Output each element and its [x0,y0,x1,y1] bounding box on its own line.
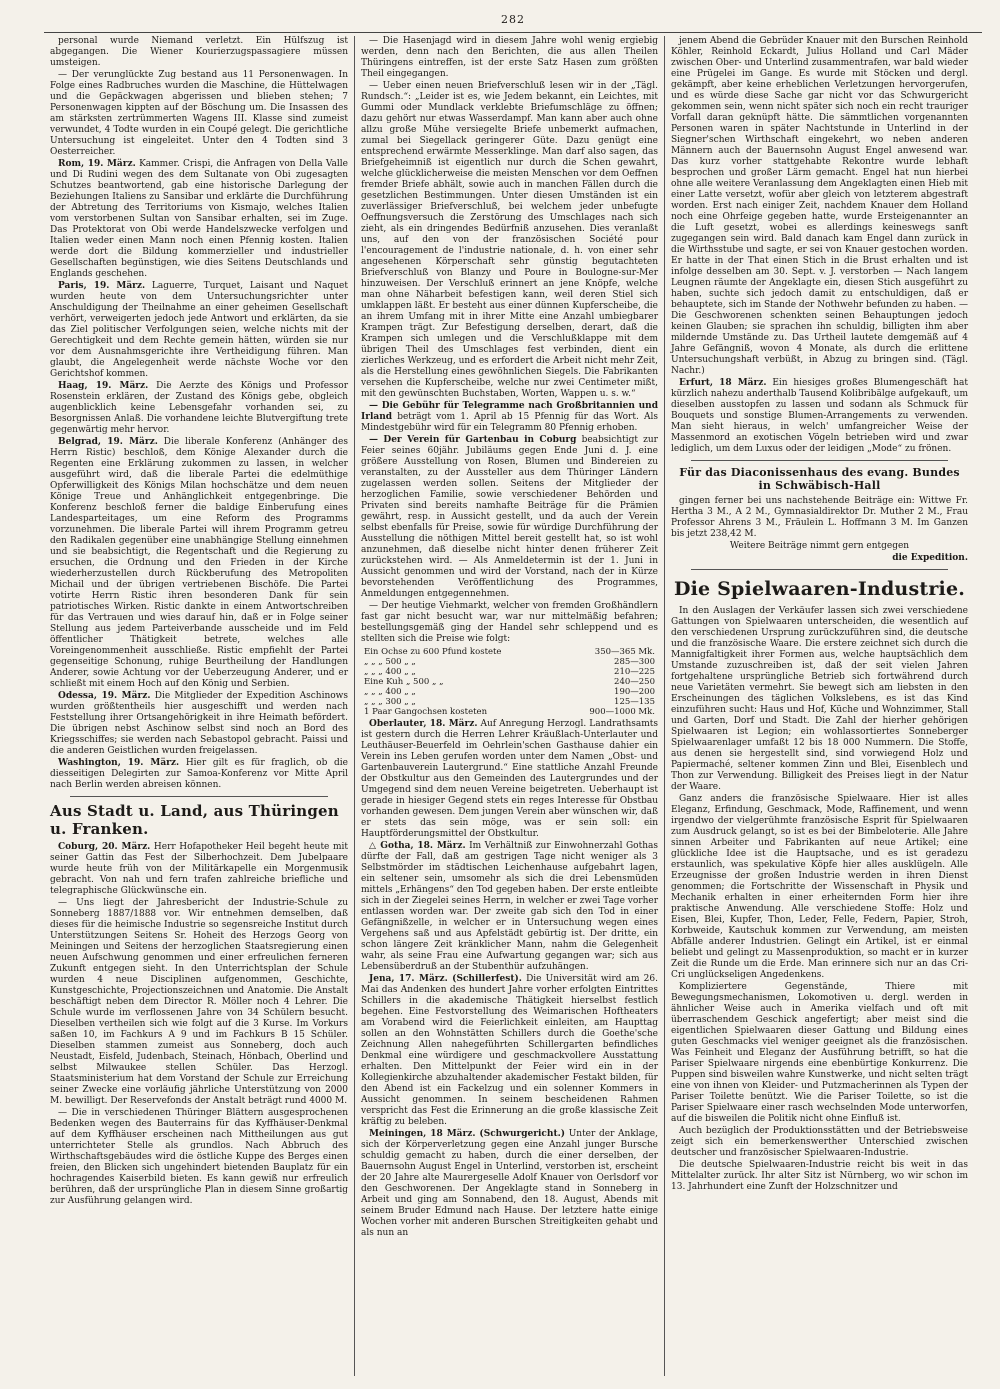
news-text: Im Verhältniß zur Einwohnerzahl Gothas dürfte der Fall, daß am gestrigen Tage nicht weniger als 3 Selbstmörder im städtischen Leichenhause aufgebahrt lagen, ein seltener sein, umsomehr als sich die drei Lebensmüden mittels „Erhängens“ den Tod gegeben haben. Der erste entleibte sich in der Ziegelei seines Herrn, in welcher er zwei Tage vorher entlassen worden war. Der zweite gab sich den Tod in einer Gefängnißzelle, in welcher er in Untersuchung wegen eines Vergehens saß und aus Apfelstädt gebürtig ist. Der dritte, ein schon längere Zeit kränklicher Mann, nahm die Gelegenheit wahr, als seine Frau eine Aufwartung gegangen war; sich aus Lebensüberdruß an der Stubenthür aufzuhängen. [361,841,658,972]
dateline: Paris, 19. März. [58,281,146,291]
news-text: Laguerre, Turquet, Laisant und Naquet wurden heute von dem Untersuchungsrichter unter Anschuldigung der Theilnahme an einer geheimen Gesellschaft verhört, verweigerten jedoch jede Antwort und erklärten, da sie das Ziel politischer Verfolgungen seien, welche nichts mit der Gerechtigkeit und dem Rechte gemein hätten, würden sie nur vor dem Ausnahmsgerichte ihre Vertheidigung führen. Man glaubt, die Angelegenheit werde nächste Woche vor den Gerichtshof kommen. [50,281,348,379]
paragraph: In den Auslagen der Verkäufer lassen sich zwei verschiedene Gattungen von Spielwaaren unterscheiden, die wesentlich auf den verschiedenen Ursprung zurückzuführen sind, die deutsche und die französische Waare. Die erstere zeichnet sich durch die Mannigfaltigkeit ihrer Formen aus, welche hauptsächlich dem Umstande zuzuschreiben ist, daß der seit vielen Jahren fortgehaltene ursprüngliche Betrieb sich fortwährend durch neue Varietäten vermehrt. Sie bewegt sich am liebsten in den Erscheinungen des täglichen Volkslebens, es ist das Kind einzuführen sucht: Haus und Hof, Küche und Wohnzimmer, Stall und Garten, Dorf und Stadt. Die Zahl der hierher gehörigen Spielwaaren ist Legion; ein wohlassortiertes Sonneberger Spielwaarenlager umfaßt 12 bis 18 000 Nummern. Die Stoffe, aus denen sie hergestellt sind, sind vorwiegend Holz und Papiermaché, seltener kommen Zinn und Blei, Eisenblech und Thon zur Verwendung. Billigkeit des Preises liegt in der Natur der Waare. [671,606,968,792]
news-item-haag [50,381,348,436]
price-row [361,677,658,687]
dateline: Jena, 17. März. (Schillerfest). [369,974,522,984]
news-text: Kammer. Crispi, die Anfragen von Della Valle und Di Rudini wegen des dem Sultanate von Obi zugesagten Schutzes beantwortend, gab eine historische Darlegung der Beziehungen Italiens zu Sansibar und erklärte die Durchführung der Abtretung des Territoriums von Kismajo, welches Italien vom verstorbenen Sultan von Sansibar erhalten, sei im Zuge. Das Protektorat von Obi werde Handelszwecke verfolgen und Italien weder einen Mann noch einen Pfennig kosten. Italien werde dort die Bildung kommerzieller und industrieller Gesellschaften begünstigen, wie dies Seitens Deutschlands und Englands geschehen. [50,159,348,279]
price-value: 350—365 Mk. [594,647,655,657]
top-rule [44,32,982,33]
news-item-odessa [50,691,348,757]
donation-signature: die Expedition. [892,553,968,563]
price-label: Eine Kuh „ 500 „ „ [364,677,444,687]
price-value: 210—225 [614,667,655,677]
price-value: 190—200 [614,687,655,697]
dateline: Coburg, 20. März. [58,842,151,852]
news-item-gotha [361,841,658,973]
news-text: beträgt vom 1. April ab 15 Pfennig für das Wort. Als Mindestgebühr wird für ein Telegramm 80 Pfennig erhoben. [361,412,658,433]
news-text: Ein hiesiges großes Blumengeschäft hat kürzlich nahezu anderthalb Tausend Kolibribälge aufgekauft, um dieselben ausstopfen zu lassen und sodann als Schmuck für Bouquets und sonstige Blumen-Arrangements zu verwenden. Man sieht hieraus, in welch' umfangreicher Weise der Massenmord an exotischen Vögeln betrieben wird und zwar lediglich, um dem Luxus oder der leidigen „Mode“ zu frönen. [671,378,968,454]
price-row [361,707,658,717]
column-1 [44,36,354,1376]
columns [44,36,982,1376]
page-number: 282 [501,13,525,26]
price-table [361,647,658,717]
price-label: „ „ „ 400 „ „ [364,687,416,697]
quote-text: „Leider ist es, wie Jedem bekannt, ein Leichtes, mit Gummi oder Mundlack verklebte Briefumschläge zu öffnen; dazu gehört nur etwas Wasserdampf. Man kann aber auch ohne allzu große Mühe versiegelte Briefe unbemerkt aufmachen, zumal bei Siegellack geringerer Güte. Dazu genügt eine entsprechend erwärmte Messerklinge. Man darf also sagen, das Briefgeheimniß ist eigentlich nur durch die Schen gewahrt, welche glücklicherweise die meisten Menschen vor dem Oeffnen fremder Briefe abhält, sowie auch in manchen Fällen durch die gesetzlichen Bestimmungen. Unter diesen Umständen ist ein zuverlässiger Briefverschluß, bei welchem jeder unbefugte Oeffnungsversuch die Zerstörung des Umschlages nach sich zieht, als ein dringendes Bedürfniß anzusehen. Dies veranlaßt uns, auf den von der französischen Société pour l'encouragement de l'industrie nationale, d. h. von einer sehr angesehenen Körperschaft sehr günstig begutachteten Briefverschluß von Blanzy und Poure in Boulogne-sur-Mer hinzuweisen. Der Verschluß erinnert an jene Knöpfe, welche man ohne Näharbeit befestigen kann, weil deren Stiel sich umklappen läßt. Er besteht aus einer dünnen Kupferscheibe, die an ihrem Umfang mit in ihrer Mitte eine Anzahl umbiegbarer Krampen trägt. Zur Befestigung derselben, derart, daß die Krampen sich umlegen und die Verschlußklappe mit dem übrigen Theil des Umschlages fest verbinden, dient ein zierliches Werkzeug, und es erfordert die Arbeit nicht mehr Zeit, als die Herstellung eines gewöhnlichen Siegels. Die Fabrikanten versehen die Kupferscheibe, welche nur zwei Centimeter mißt, mit den gewünschten Buchstaben, Worten, Wappen u. s. w.“ [361,92,658,399]
news-item-briefverschluss [361,81,658,400]
separator [691,569,948,570]
news-text: Unter der Anklage, sich der Körperverletzung gegen eine Anzahl junger Bursche schuldig gemacht zu haben, durch die einer derselben, der Bauernsohn August Engel in Unterlind, verstorben ist, erscheint der 20 Jahre alte Maurergeselle Adolf Knauer von Oerlsdorf vor den Geschworenen. Der Angeklagte stand in Sonneberg in Arbeit und ging am Sonnabend, den 18. August, Abends mit seinem Bruder Edmund nach Hause. Der letztere hatte einige Wochen vorher mit anderen Burschen Streitigkeiten gehabt und als nun an [361,1129,658,1238]
column-3 [664,36,974,1376]
paragraph: — Der heutige Viehmarkt, welcher von fremden Großhändlern fast gar nicht besucht war, war nur mittelmäßig befahren; bestellungsgemäß ging der Handel sehr schleppend und es stellten sich die Preise wie folgt: [361,601,658,644]
donation-note: Weitere Beiträge nimmt gern entgegen [729,541,910,551]
paragraph: personal wurde Niemand verletzt. Ein Hülfszug ist abgegangen. Die Wiener Kourierzugspassagiere müssen umsteigen. [50,36,348,68]
donation-title: Für das Diaconissenhaus des evang. Bundes in Schwäbisch-Hall [679,466,960,492]
price-value: 240—250 [614,677,655,687]
price-row [361,697,658,707]
dateline: Haag, 19. März. [58,381,149,391]
paragraph: Auch bezüglich der Produktionsstätten und der Betriebsweise zeigt sich ein bemerkenswerther Unterschied zwischen deutscher und französischer Spielwaaren-Industrie. [671,1126,968,1158]
lead-text: — Der Verein für Gartenbau in Coburg [369,435,577,445]
price-label: „ „ „ 500 „ „ [364,657,416,667]
price-row [361,647,658,657]
separator [70,796,328,797]
news-text: Die Universität wird am 26. Mai das Andenken des hundert Jahre vorher erfolgten Eintrittes Schillers in die akademische Thätigkeit hierselbst festlich begehen. Eine Festvorstellung des Weimarischen Hoftheaters am Vorabend wird die Feierlichkeit einleiten, am Haupttag sollen an den Wohnstätten Schillers durch die Goethe'sche Zeichnung Allen nahegeführten Schillergarten befindliches Denkmal eine würdigere und geschmackvollere Ausstattung erhalten. Den Mittelpunkt der Feier wird ein in der Kollegienkirche abzuhaltender akademischer Festakt bilden, für den Abend ist ein Fackelzug und ein solenner Kommers in Aussicht genommen. In seinem bescheidenen Rahmen verspricht das Fest die Erinnerung an die große klassische Zeit kräftig zu beleben. [361,974,658,1127]
news-text: Die liberale Konferenz (Anhänger des Herrn Ristic) beschloß, dem Könige Alexander durch die Regenten eine Erklärung zukommen zu lassen, in welcher ausgeführt wird, daß die liberale Partei die edelmüthige Opferwilligkeit des Königs Milan hochschätze und dem neuen Könige Treue und Anhänglichkeit entgegenbringe. Die Konferenz beschloß ferner die baldige Einberufung eines Landesparteitages, um eine Reform des Programms vorzunehmen. Die liberale Partei will ihrem Programm getreu den Radikalen gegenüber eine unabhängige Stellung einnehmen und sie beabsichtigt, die Regentschaft und die Regierung zu ersuchen, die Ordnung und den Frieden in der Kirche wiederherzustellen durch Rückberufung des Metropoliten Michail und der übrigen vertriebenen Bischöfe. Die Partei votirte Herrn Ristic ihren besonderen Dank für sein patriotisches Wirken. Ristic dankte in einem Antwortschreiben für das Vertrauen und wies darauf hin, daß er in Folge seiner Stellung aus jedem Parteiverbande ausscheide und im Feld öffentlicher Thätigkeit betrete, welches alle Voreingenommenheit ausschließe. Ristic empfiehlt der Partei gegenseitige Schonung, ruhige Beurtheilung der Handlungen Anderer, sowie Achtung vor der Ueberzeugung Anderer, und er schließt mit einem Hoch auf den König und Serbien. [50,437,348,689]
separator [691,460,948,461]
dateline: Rom, 19. März. [58,159,136,169]
paragraph: jenem Abend die Gebrüder Knauer mit den Burschen Reinhold Köhler, Reinhold Eckardt, Julius Holland und Carl Mäder zwischen Ober- und Unterlind zusammentrafen, war bald wieder eine Prügelei im Gange. Es wurde mit Stöcken und dergl. gekämpft, aber keine erheblichen Verletzungen hervorgerufen, und es würde diese Sache gar nicht vor das Schwurgericht gekommen sein, wenn nicht später sich noch ein recht trauriger Vorfall daran geknüpft hätte. Die sämmtlichen vorgenannten Personen waren in später Nachtstunde in Unterlind in der Siegner'schen Wirthschaft eingekehrt, wo neben anderen Männern auch der Bauernsohn August Engel anwesend war. Das kurz vorher stattgehabte Rekontre wurde lebhaft besprochen und großer Lärm gemacht. Engel hat nun hierbei ohne alle weitere Veranlassung dem Angeklagten einen Hieb mit einer Latte versetzt, wofür aber gleich von letzterem abgestraft worden. Erst nach einiger Zeit, nachdem Knauer dem Holland noch eine Ohrfeige gegeben hatte, wurde Ersteigenannter an die Luft gesetzt, wobei es allerdings keineswegs sanft zugegangen sein wird. Bald danach kam Engel dann zurück in die Wirthsstube und sagte, er sei von Knauer gestochen worden. Er hatte in der That einen Stich in die Brust erhalten und ist infolge desselben am 30. Sept. v. J. verstorben — Nach langem Leugnen räumte der Angeklagte ein, diesen Stich ausgeführt zu haben, suchte sich jedoch damit zu entschuldigen, daß er behauptete, sich im Stande der Nothwehr befunden zu haben. — Die Geschworenen schenkten seinen Behauptungen jedoch keinen Glauben; sie sprachen ihn schuldig, billigten ihm aber mildernde Umstände zu. Das Urtheil lautete demgemäß auf 4 Jahre Gefängniß, wovon 4 Monate, als durch die erlittene Untersuchungshaft verbüßt, in Abzug zu bringen sind. (Tägl. Nachr.) [671,36,968,376]
intro: — Ueber einen neuen Briefverschluß lesen wir in der „Tägl. Rundsch.“: [361,81,658,102]
paragraph: — Der verunglückte Zug bestand aus 11 Personenwagen. In Folge eines Radbruches wurden die Maschine, die Hüttelwagen und die Gepäckwagen abgerissen und blieben stehen; 7 Personenwagen kippten auf der Böschung um. Die Insassen des am stärksten zertrümmerten Wagens III. Klasse sind zumeist verwundet, 4 Todte wurden in ein Coupé gelegt. Die gerichtliche Untersuchung ist eingeleitet. Unter den 4 Todten sind 3 Oesterreicher. [50,70,348,157]
price-row [361,657,658,667]
dateline: Oberlauter, 18. März. [369,719,478,729]
news-item-coburg [50,842,348,897]
price-value: 125—135 [614,697,655,707]
news-item-jena [361,974,658,1128]
news-text: Auf Anregung Herzogl. Landrathsamts ist gestern durch die Herren Lehrer Kräußlach-Unterlauter und Leuthäuser-Beuerfeld im Oehrlein'schen Gasthause dahier ein Verein ins Leben gerufen worden unter dem Namen „Obst- und Gartenbauverein Lautergrund.“ Eine stattliche Anzahl Freunde der Obstkultur aus den Gemeinden des Lautergrundes und der Umgegend sind dem neuen Vereine beigetreten. Ueberhaupt ist gerade in hiesiger Gegend stets ein reges Interesse für Obstbau vorhanden gewesen. Dem jungen Verein aber wünschen wir, daß er stets das sein möge, was er sein soll: ein Hauptförderungsmittel der Obstkultur. [361,719,658,839]
news-item-telegramme [361,401,658,434]
price-value: 285—300 [614,657,655,667]
paragraph: — Die in verschiedenen Thüringer Blättern ausgesprochenen Bedenken wegen des Bauterrains für das Kyffhäuser-Denkmal auf dem Kyffhäuser erscheinen nach Mittheilungen aus gut unterrichteter Stelle als grundlos. Nach Abbruch des Wirthschaftsgebäudes wird die östliche Kuppe des Berges einen freien, den Blicken sich ungehindert bietenden Bauplatz für ein hochragendes Kaiserbild bieten. Es kann gewiß nur erfreulich berühren, daß der ursprüngliche Plan in diesem Sinne großartig zur Ausführung gelangen wird. [50,1108,348,1206]
price-row [361,687,658,697]
paragraph: Ganz anders die französische Spielwaare. Hier ist alles Eleganz, Erfindung, Geschmack, Mode, Raffinement, und wenn irgendwo der vielgerühmte französische Esprit für Spielwaaren zum Ausdruck gelangt, so ist es bei der Bimbeloterie. Alle Jahre sinnen Arbeiter und Fabrikanten auf neue Artikel; eine glückliche Idee ist die Hauptsache, und es ist geradezu erstaunlich, was spekulative Köpfe hier alles ausklügeln. Alle Erzeugnisse der großen Industrie werden in ihren Dienst genommen; die Fortschritte der Wissenschaft in Physik und Mechanik erhalten in einer erheiternden Form hier ihre praktische Anwendung. Alle verschiedene Stoffe: Holz und Eisen, Blei, Kupfer, Thon, Leder, Felle, Federn, Papier, Stroh, Korbweide, Kautschuk kommen zur Verwendung, am meisten Abfälle anderer Industrien. Gelingt ein Artikel, ist er einmal beliebt und gelingt zu Massenproduktion, so macht er in kurzer Zeit die Runde um die Erde. Man erinnere sich nur an das Cri-Cri unglückseligen Angedenkens. [671,794,968,980]
price-label: „ „ „ 400 „ „ [364,667,416,677]
dateline: Washington, 19. März. [58,758,180,768]
dateline: △ Gotha, 18. März. [369,841,466,851]
news-item-paris [50,281,348,380]
news-item-washington [50,758,348,791]
news-item-belgrad [50,437,348,690]
paragraph: Die deutsche Spielwaaren-Industrie reicht bis weit in das Mittelalter zurück. Ihr alter Sitz ist Nürnberg, wo wir schon im 13. Jahrhundert eine Zunft der Holzschnitzer und [671,1160,968,1192]
news-text: Hier gilt es für fraglich, ob die diesseitigen Delegirten zur Samoa-Konferenz vor Mitte April nach Berlin werden abreisen können. [50,758,348,790]
news-text: Die Aerzte des Königs und Professor Rosenstein erklären, der Zustand des Königs gebe, obgleich augenblicklich keine Lebensgefahr vorhanden sei, zu Besorgnissen Anlaß. Die vorhandene leichte Blutvergiftung trete gegenwärtig mehr hervor. [50,381,348,435]
dateline: Meiningen, 18 März. (Schwurgericht.) [369,1129,566,1139]
paragraph: — Die Hasenjagd wird in diesem Jahre wohl wenig ergiebig werden, denn nach den Berichten, die aus allen Theilen Thüringens eintreffen, ist der erste Satz Hasen zum größten Theil eingegangen. [361,36,658,79]
price-value: 900—1000 Mk. [589,707,655,717]
news-text: Die Mitglieder der Expedition Aschinows wurden größtentheils hier ausgeschifft und werden nach Feststellung ihrer Ortsangehörigkeit in ihre Heimath befördert. Die übrigen nebst Aschinow selbst sind noch an Bord des Kriegsschiffes; sie werden nach Sebastopol gebracht. Paissi und die anderen Geistlichen wurden freigelassen. [50,691,348,756]
section-title: Aus Stadt u. Land, aus Thüringen u. Franken. [50,802,339,838]
paragraph: — Uns liegt der Jahresbericht der Industrie-Schule zu Sonneberg 1887/1888 vor. Wir entnehmen demselben, daß dieses für die heimische Industrie so segensreiche Institut durch Unterstützungen Seitens Sr. Hoheit des Herzogs Georg von Meiningen und Seitens der herzoglichen Staatsregierung einen neuen Aufschwung genommen und einer erfreulichen ferneren Zukunft entgegen sieht. In den Unterrichtsplan der Schule wurden 4 neue Disciplinen aufgenommen, Geschichte, Kunstgeschichte, Projectionszeichnen und Anatomie. Die Anstalt beschäftigt neben dem Director R. Möller noch 4 Lehrer. Die Schule wurde im verflossenen Jahre von 34 Schülern besucht. Dieselben vertheilen sich wie folgt auf die 3 Kurse. Im Vorkurs saßen 10, im Fachkurs A 9 und im Fachkurs B 15 Schüler. Dieselben stammen zumeist aus Sonneberg, doch auch Neustadt, Eisfeld, Judenbach, Steinach, Hönbach, Oberlind und selbst Milwaukee stellen Schüler. Das Herzogl. Staatsministerium hat dem Vorstand der Schule zur Erreichung seiner Zwecke eine vorläufig jährliche Unterstützung von 2000 M. bewilligt. Der Reservefonds der Anstalt beträgt rund 4000 M. [50,898,348,1106]
lead-text: — Die Gebühr für Telegramme nach Großbritannien und Irland [361,401,658,422]
price-label: Ein Ochse zu 600 Pfund kostete [364,647,502,657]
dateline: Belgrad, 19. März. [58,437,158,447]
news-item-oberlauter [361,719,658,840]
price-label: „ „ „ 300 „ „ [364,697,416,707]
column-2 [354,36,664,1376]
paragraph: Kompliziertere Gegenstände, Thiere mit Bewegungsmechanismen, Lokomotiven u. dergl. werden in ähnlicher Weise auch in Amerika vielfach und oft mit überraschendem Geschick angefertigt; aber meist sind die eigentlichen Spielwaaren dieser Gattung und Bildung eines guten Geschmacks viel weniger geeignet als die französischen. Was Feinheit und Eleganz der Ausführung betrifft, so hat die Pariser Spielwaare nirgends eine ebenbürtige Konkurrenz. Die Puppen sind bisweilen wahre Kunstwerke, und nicht selten trägt eine von ihnen von Kleider- und Putzmacherinnen als Typen der Pariser Toilette benützt. Wie die Pariser Toilette, so ist die Pariser Spielwaare einer rasch wechselnden Mode unterworfen, auf die bisweilen die Politik nicht ohne Einfluß ist. [671,982,968,1124]
news-item-erfurt [671,378,968,455]
news-item-rom [50,159,348,280]
news-item-gartenbau [361,435,658,600]
news-text: beabsichtigt zur Feier seines 60jähr. Jubiläums gegen Ende Juni d. J. eine größere Ausstellung von Rosen, Blumen und Bindereien zu veranstalten, zu der Aussteller aus dem Thüringer Ländern zugelassen werden sollen. Seitens der Mitglieder der herzoglichen Familie, sowie verschiedener Behörden und Privaten sind bereits namhafte Beiträge für die Prämien gewährt, resp. in Aussicht gestellt, und da auch der Verein selbst ebenfalls für Preise, sowie für würdige Durchführung der Ausstellung die nöthigen Mittel bereit gestellt hat, so ist wohl anzunehmen, daß dieselbe nicht hinter denen früherer Zeit zurückstehen wird. — Als Anmeldetermin ist der 1. Juni in Aussicht genommen und wird der Vorstand, nach der in Kürze bevorstehenden Veröffentlichung des Programmes, Anmeldungen entgegennehmen. [361,435,658,599]
news-item-meiningen [361,1129,658,1239]
price-row [361,667,658,677]
news-text: Herr Hofapotheker Heil begeht heute mit seiner Gattin das Fest der Silberhochzeit. Dem Jubelpaare wurde heute früh von der Militärkapelle ein Morgenmusik gebracht. Von nah und fern trafen zahlreiche briefliche und telegraphische Glückwünsche ein. [50,842,348,896]
article-title: Die Spielwaaren-Industrie. [673,578,966,600]
donation-text: gingen ferner bei uns nachstehende Beiträge ein: Wittwe Fr. Hertha 3 M., A 2 M., Gymnasialdirektor Dr. Muther 2 M., Frau Professor Ahrens 3 M., Fräulein L. Hoffmann 3 M. Im Ganzen bis jetzt 238,42 M. [671,496,968,539]
dateline: Odessa, 19. März. [58,691,151,701]
price-label: 1 Paar Gangochsen kosteten [364,707,488,717]
dateline: Erfurt, 18 März. [679,378,767,388]
